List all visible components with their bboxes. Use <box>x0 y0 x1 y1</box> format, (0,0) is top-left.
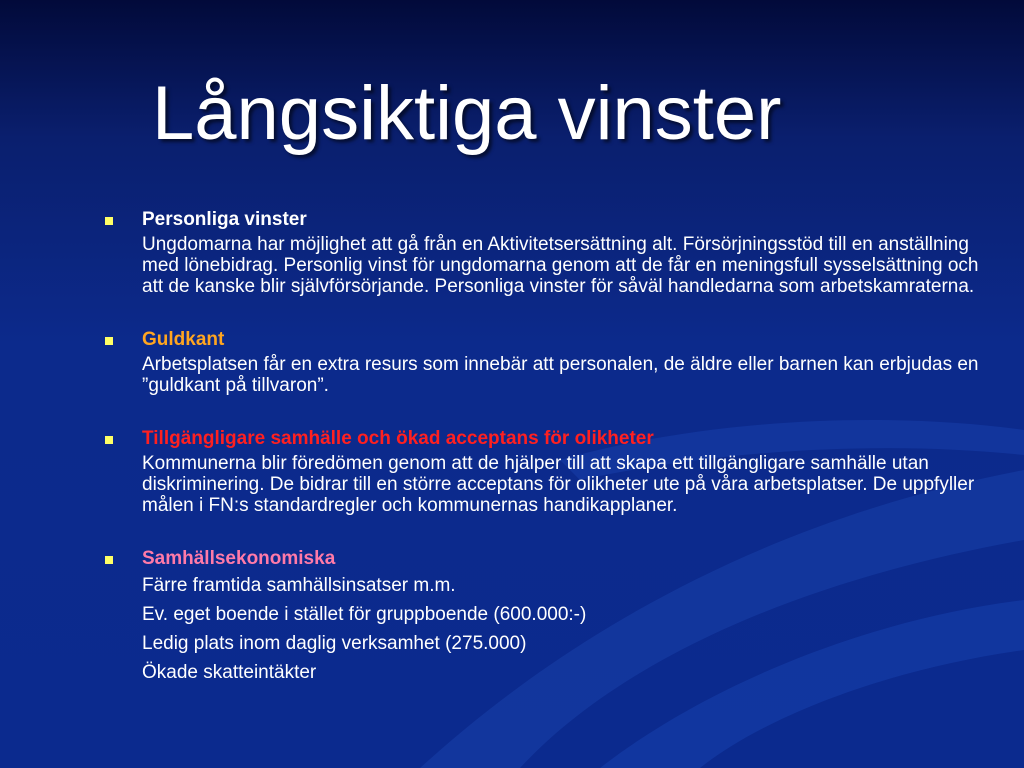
slide-title: Långsiktiga vinster <box>152 71 782 156</box>
section-body: Kommunerna blir föredömen genom att de hjälper till att skapa ett tillgängligare samhälle utan diskriminering. De bidrar till en större acceptans för olikheter ute på våra arbetsplatser. De uppfyller målen i FN:s standardregler och kommunernas handikapplaner. <box>142 453 975 516</box>
list-line: Ökade skatteintäkter <box>142 662 317 683</box>
section-heading: Samhällsekonomiska <box>142 548 336 569</box>
list-line: Ev. eget boende i stället för gruppboende (600.000:-) <box>142 604 587 625</box>
section-guldkant <box>100 328 1000 396</box>
section-body: Ungdomarna har möjlighet att gå från en Aktivitetsersättning alt. Försörjningsstöd till en anställning med lönebidrag. Personlig vinst för ungdomarna genom att de får en meningsfull sysselsättning och att de kanske blir självförsörjande. Personliga vinster för såväl handledarna som arbetskamraterna. <box>142 234 979 297</box>
slide-content <box>100 208 1000 687</box>
section-personliga-vinster <box>100 208 1000 297</box>
section-samhallsekonomiska <box>100 547 1000 687</box>
section-heading: Personliga vinster <box>142 209 307 230</box>
section-body: Arbetsplatsen får en extra resurs som innebär att personalen, de äldre eller barnen kan erbjudas en ”guldkant på tillvaron”. <box>142 354 979 396</box>
square-bullet-icon <box>105 436 113 444</box>
section-heading: Tillgängligare samhälle och ökad acceptans för olikheter <box>142 428 654 449</box>
square-bullet-icon <box>105 556 113 564</box>
list-line: Färre framtida samhällsinsatser m.m. <box>142 575 456 596</box>
section-tillgangligare <box>100 427 1000 516</box>
square-bullet-icon <box>105 217 113 225</box>
square-bullet-icon <box>105 337 113 345</box>
list-line: Ledig plats inom daglig verksamhet (275.000) <box>142 633 527 654</box>
section-heading: Guldkant <box>142 329 225 350</box>
